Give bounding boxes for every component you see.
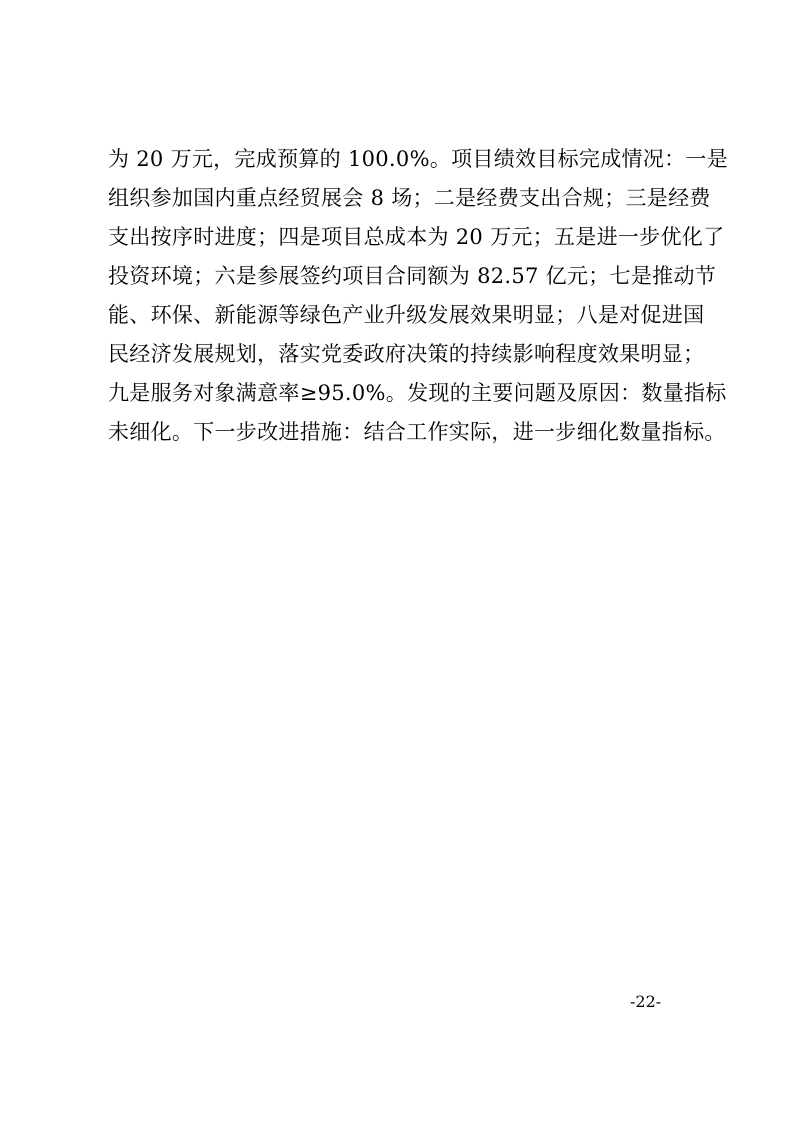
paragraph-line-8: 未细化。下一步改进措施：结合工作实际，进一步细化数量指标。 [108, 420, 726, 444]
body-paragraph [108, 140, 729, 452]
paragraph-line-6: 民经济发展规划，落实党委政府决策的持续影响程度效果明显； [108, 342, 705, 366]
paragraph-line-5: 能、环保、新能源等绿色产业升级发展效果明显；八是对促进国 [108, 303, 705, 327]
paragraph-line-2: 组织参加国内重点经贸展会 8 场；二是经费支出合规；三是经费 [108, 186, 711, 210]
paragraph-line-7: 九是服务对象满意率≥95.0%。发现的主要问题及原因：数量指标 [108, 381, 727, 405]
paragraph-line-4: 投资环境；六是参展签约项目合同额为 82.57 亿元；七是推动节 [108, 264, 717, 288]
paragraph-line-3: 支出按序时进度；四是项目总成本为 20 万元；五是进一步优化了 [108, 225, 725, 249]
paragraph-line-1: 为 20 万元，完成预算的 100.0%。项目绩效目标完成情况：一是 [108, 147, 729, 171]
page-number: -22- [630, 992, 662, 1011]
